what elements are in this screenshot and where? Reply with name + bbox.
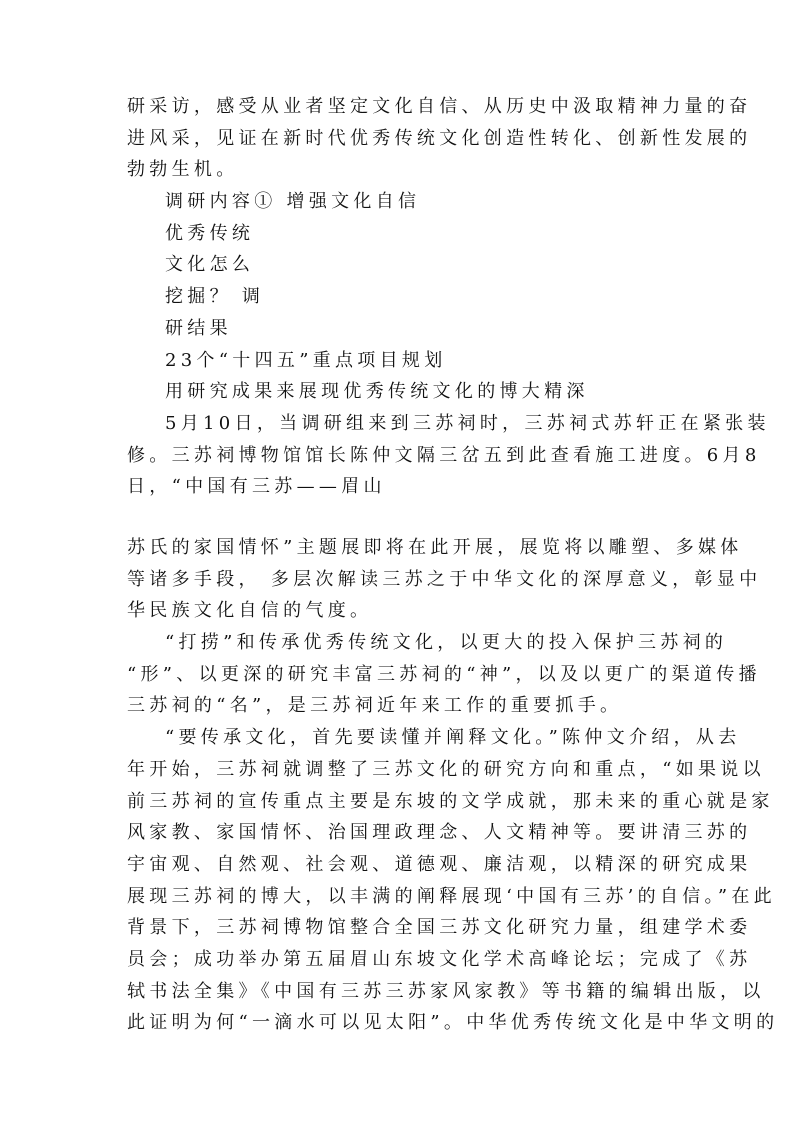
text-line: 研采访，感受从业者坚定文化自信、从历史中汲取精神力量的奋	[127, 96, 752, 117]
text-line: 宇宙观、自然观、社会观、道德观、廉洁观，以精深的研究成果	[127, 853, 752, 875]
text-line: 日，“中国有三苏——眉山	[127, 476, 386, 498]
text-line: 背景下，三苏祠博物馆整合全国三苏文化研究力量，组建学术委	[127, 917, 752, 939]
text-line: 优秀传统	[165, 222, 255, 244]
text-line: 5月10日，当调研组来到三苏祠时，三苏祠式苏轩正在紧张装	[165, 412, 770, 434]
text-line: 研结果	[165, 317, 232, 339]
text-line: 展现三苏祠的博大，以丰满的阐释展现‘中国有三苏’的自信。”在此	[127, 885, 776, 907]
text-line: 23个“十四五”重点项目规划	[165, 349, 447, 371]
text-line: 三苏祠的“名”，是三苏祠近年来工作的重要抓手。	[127, 695, 623, 717]
text-line: 进风采，见证在新时代优秀传统文化创造性转化、创新性发展的	[127, 127, 752, 149]
text-line: 轼书法全集》《中国有三苏三苏家风家教》等书籍的编辑出版，以	[127, 980, 765, 1002]
text-block-bottom	[127, 532, 779, 1039]
text-line: “打捞”和传承优秀传统文化，以更大的投入保护三苏祠的	[165, 632, 728, 654]
text-line: 华民族文化自信的气度。	[127, 600, 373, 622]
text-line: 勃勃生机。	[127, 159, 239, 181]
text-line: 苏氏的家国情怀”主题展即将在此开展，展览将以雕塑、多媒体	[127, 537, 743, 558]
text-line: “要传承文化，首先要读懂并阐释文化。”陈仲文介绍，从去	[165, 727, 741, 749]
text-line: 挖掘？ 调	[165, 286, 265, 308]
text-line: 文化怎么	[165, 254, 255, 276]
text-line: “形”、以更深的研究丰富三苏祠的“神”，以及以更广的渠道传播	[127, 663, 761, 685]
text-block-top	[127, 91, 770, 503]
text-line: 年开始，三苏祠就调整了三苏文化的研究方向和重点，“如果说以	[127, 758, 765, 780]
text-line: 员会；成功举办第五届眉山东坡文化学术高峰论坛；完成了《苏	[127, 948, 752, 970]
text-line: 风家教、家国情怀、治国理政理念、人文精神等。要讲清三苏的	[127, 822, 752, 844]
text-line: 用研究成果来展现优秀传统文化的博大精深	[165, 381, 589, 403]
text-line: 此证明为何“一滴水可以见太阳”。中华优秀传统文化是中华文明的	[127, 1012, 779, 1034]
text-line: 修。三苏祠博物馆馆长陈仲文隔三岔五到此查看施工进度。6月8	[127, 444, 761, 466]
text-line: 调研内容① 增强文化自信	[165, 191, 421, 213]
text-line: 前三苏祠的宣传重点主要是东坡的文学成就，那未来的重心就是家	[127, 790, 774, 812]
text-line: 等诸多手段， 多层次解读三苏之于中华文化的深厚意义，彰显中	[127, 568, 762, 590]
